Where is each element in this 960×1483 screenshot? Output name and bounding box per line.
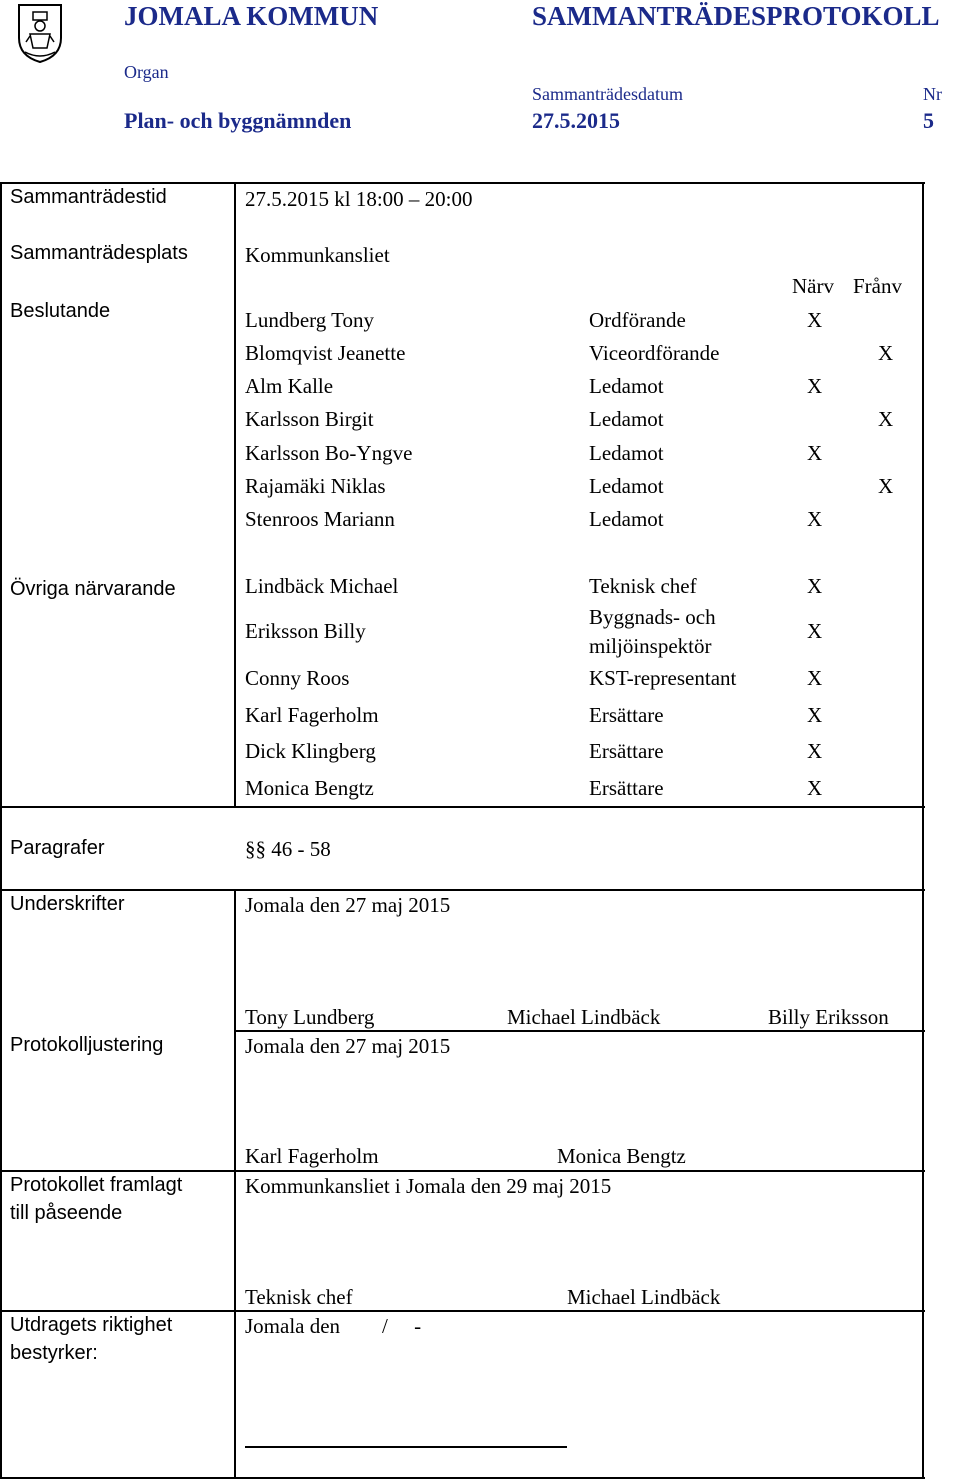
framlagt-value: Kommunkansliet i Jomala den 29 maj 2015 [245, 1174, 612, 1198]
member-name: Stenroos Mariann [245, 507, 395, 531]
member-name: Karlsson Bo-Yngve [245, 441, 413, 465]
absent-mark: X [878, 341, 894, 365]
row-divider-justering [0, 1170, 925, 1172]
present-mark: X [807, 739, 823, 763]
signature-line [245, 1446, 567, 1448]
meeting-place-label: Sammanträdesplats [10, 242, 188, 264]
member-name: Karlsson Birgit [245, 407, 374, 431]
member-role: Ledamot [589, 507, 664, 531]
member-name: Conny Roos [245, 666, 350, 690]
row-divider-underskrifter [236, 1030, 925, 1032]
meeting-time-label: Sammanträdestid [10, 186, 167, 208]
absent-mark: X [878, 474, 894, 498]
utdrag-label-line1: Utdragets riktighet [10, 1314, 173, 1336]
label-column-divider-lower [234, 890, 236, 1479]
meeting-place-value: Kommunkansliet [245, 243, 390, 267]
framlagt-label-line1: Protokollet framlagt [10, 1174, 183, 1196]
table-border-left [0, 182, 2, 1479]
member-name: Monica Bengtz [245, 776, 374, 800]
member-role: Viceordförande [589, 341, 720, 365]
date-label: Sammanträdesdatum [532, 84, 683, 104]
municipality-crest-icon [16, 2, 64, 64]
justerare-name: Monica Bengtz [557, 1144, 686, 1168]
signer-name: Tony Lundberg [245, 1005, 375, 1029]
meeting-time-value: 27.5.2015 kl 18:00 – 20:00 [245, 187, 473, 211]
row-divider-ovriga [0, 806, 925, 808]
member-name: Dick Klingberg [245, 739, 376, 763]
document-type: SAMMANTRÄDESPROTOKOLL [532, 1, 940, 31]
member-name: Lindbäck Michael [245, 574, 399, 598]
framlagt-label-line2: till påseende [10, 1202, 123, 1224]
member-name: Karl Fagerholm [245, 703, 379, 727]
label-column-divider [234, 182, 236, 807]
member-name: Eriksson Billy [245, 619, 366, 643]
row-divider-paragrafer [0, 889, 925, 891]
present-mark: X [807, 666, 823, 690]
utdrag-label-line2: bestyrker: [10, 1342, 98, 1364]
utdrag-name: Michael Lindbäck [567, 1285, 721, 1309]
paragrafer-label: Paragrafer [10, 837, 105, 859]
member-name: Alm Kalle [245, 374, 334, 398]
justerare-name: Karl Fagerholm [245, 1144, 379, 1168]
present-mark: X [807, 507, 823, 531]
organ-label: Organ [124, 62, 169, 82]
table-border-right [922, 182, 924, 1479]
member-name: Rajamäki Niklas [245, 474, 386, 498]
member-name: Blomqvist Jeanette [245, 341, 406, 365]
row-divider-framlagt [0, 1310, 925, 1312]
meeting-date: 27.5.2015 [532, 108, 620, 133]
protokolljustering-label: Protokolljustering [10, 1034, 164, 1056]
member-role-line2: miljöinspektör [589, 634, 712, 658]
member-role: Ledamot [589, 441, 664, 465]
table-border-bottom [0, 1477, 925, 1479]
member-role: Teknisk chef [589, 574, 697, 598]
member-role: Ersättare [589, 703, 664, 727]
member-role: Ordförande [589, 308, 686, 332]
paragrafer-value: §§ 46 - 58 [245, 837, 331, 861]
organ-value: Plan- och byggnämnden [124, 108, 352, 133]
present-mark: X [807, 441, 823, 465]
present-mark: X [807, 374, 823, 398]
absent-mark: X [878, 407, 894, 431]
signer-name: Billy Eriksson [768, 1005, 889, 1029]
beslutande-label: Beslutande [10, 300, 111, 322]
member-role: KST-representant [589, 666, 737, 690]
utdrag-place-date: Jomala den / - [245, 1314, 422, 1338]
member-role: Ledamot [589, 374, 664, 398]
ovriga-label: Övriga närvarande [10, 578, 176, 600]
underskrifter-place-date: Jomala den 27 maj 2015 [245, 893, 451, 917]
member-role: Ledamot [589, 474, 664, 498]
member-name: Lundberg Tony [245, 308, 374, 332]
member-role-line1: Byggnads- och [589, 605, 716, 629]
utdrag-role: Teknisk chef [245, 1285, 353, 1309]
underskrifter-label: Underskrifter [10, 893, 125, 915]
signer-name: Michael Lindbäck [507, 1005, 661, 1029]
present-mark: X [807, 703, 823, 727]
present-mark: X [807, 308, 823, 332]
organization-name: JOMALA KOMMUN [124, 1, 379, 31]
member-role: Ersättare [589, 776, 664, 800]
meeting-number: 5 [923, 108, 934, 133]
present-mark: X [807, 776, 823, 800]
justering-place-date: Jomala den 27 maj 2015 [245, 1034, 451, 1058]
nr-label: Nr [923, 84, 942, 104]
present-mark: X [807, 619, 823, 643]
member-role: Ersättare [589, 739, 664, 763]
table-border-top [0, 182, 925, 184]
column-header-present: Närv [792, 274, 834, 298]
column-header-absent: Frånv [853, 274, 902, 298]
member-role: Ledamot [589, 407, 664, 431]
present-mark: X [807, 574, 823, 598]
